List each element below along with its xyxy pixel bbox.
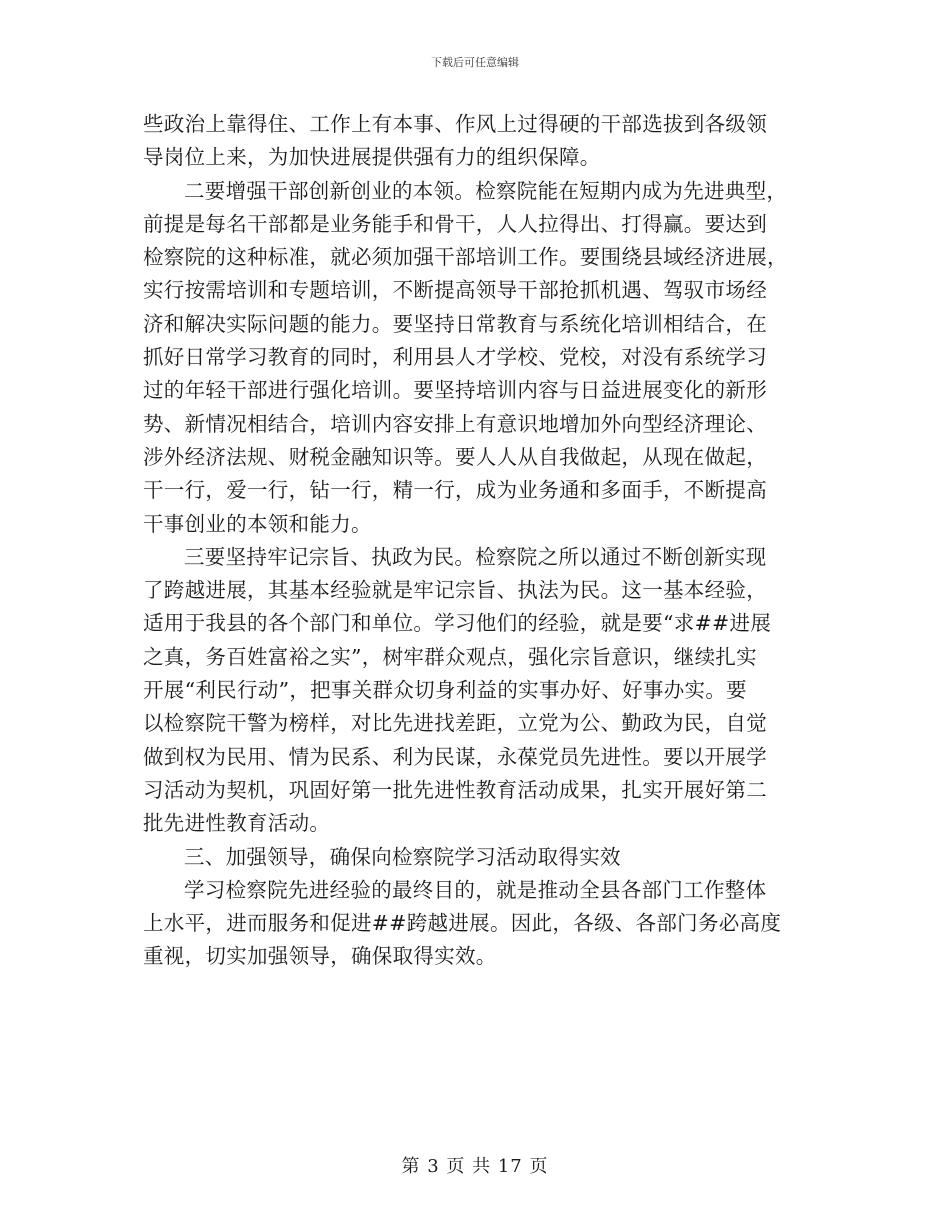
text-line: 抓好日常学习教育的同时，利用县人才学校、党校，对没有系统学习 (143, 345, 767, 370)
text-line: 检察院的这种标准，就必须加强干部培训工作。要围绕县域经济进展， (143, 245, 788, 270)
text-line: 以检察院干警为榜样，对比先进找差距，立党为公、勤政为民，自觉 (143, 711, 767, 736)
text-line: 适用于我县的各个部门和单位。学习他们的经验，就是要“求##进展 (143, 611, 772, 636)
text-line: 干一行，爱一行，钻一行，精一行，成为业务通和多面手，不断提高 (143, 478, 767, 503)
text-line: 涉外经济法规、财税金融知识等。要人人从自我做起，从现在做起， (143, 444, 767, 469)
text-line: 学习检察院先进经验的最终目的，就是推动全县各部门工作整体 (184, 877, 767, 902)
text-line: 济和解决实际问题的能力。要坚持日常教育与系统化培训相结合，在 (143, 311, 767, 336)
text-line: 习活动为契机，巩固好第一批先进性教育活动成果，扎实开展好第二 (143, 777, 767, 802)
text-line: 实行按需培训和专题培训，不断提高领导干部抢抓机遇、驾驭市场经 (143, 278, 767, 303)
text-line: 二要增强干部创新创业的本领。检察院能在短期内成为先进典型， (184, 178, 788, 203)
text-line: 重视，切实加强领导，确保取得实效。 (143, 944, 497, 969)
text-line: 三、加强领导，确保向检察院学习活动取得实效 (184, 844, 621, 869)
text-line: 前提是每名干部都是业务能手和骨干，人人拉得出、打得赢。要达到 (143, 211, 767, 236)
text-line: 开展“利民行动”，把事关群众切身利益的实事办好、好事办实。要 (143, 678, 747, 703)
page-header: 下载后可任意编辑 (431, 56, 519, 69)
text-line: 之真，务百姓富裕之实”，树牢群众观点，强化宗旨意识，继续扎实 (143, 644, 757, 669)
text-line: 些政治上靠得住、工作上有本事、作风上过得硬的干部选拔到各级领 (143, 112, 767, 136)
text-line: 了跨越进展，其基本经验就是牢记宗旨、执法为民。这一基本经验， (143, 578, 767, 603)
text-line: 做到权为民用、情为民系、利为民谋，永葆党员先进性。要以开展学 (143, 744, 767, 769)
text-line: 势、新情况相结合，培训内容安排上有意识地增加外向型经济理论、 (143, 411, 767, 436)
text-line: 批先进性教育活动。 (143, 811, 331, 836)
text-line: 干事创业的本领和能力。 (143, 511, 372, 536)
text-line: 导岗位上来，为加快进展提供强有力的组织保障。 (143, 145, 601, 170)
text-line: 三要坚持牢记宗旨、执政为民。检察院之所以通过不断创新实现 (184, 544, 767, 569)
text-line: 过的年轻干部进行强化培训。要坚持培训内容与日益进展变化的新形 (143, 378, 767, 403)
document-body (143, 108, 823, 974)
text-line: 上水平，进而服务和促进##跨越进展。因此，各级、各部门务必高度 (143, 911, 782, 936)
page-footer: 第 3 页 共 17 页 (401, 1156, 549, 1177)
